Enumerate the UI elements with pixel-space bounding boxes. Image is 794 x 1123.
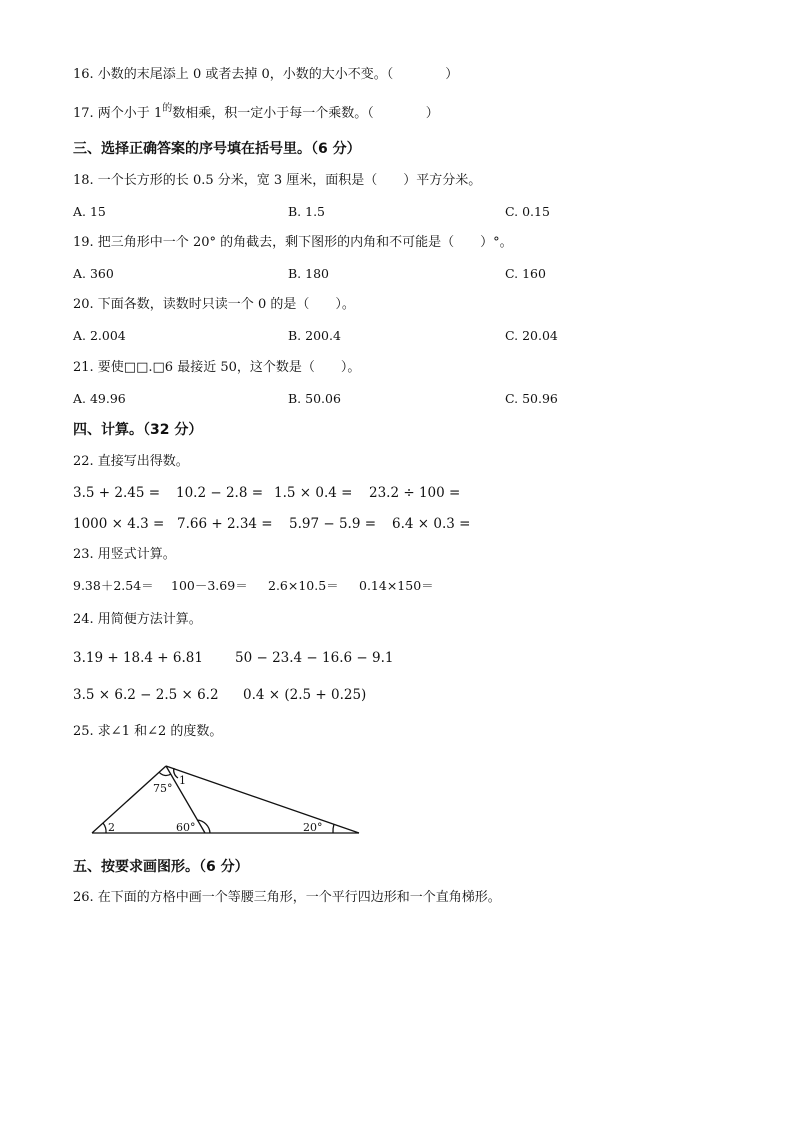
question-20-option-a: A. 2.004 [73, 328, 126, 343]
q23-expr-2: 100－3.69＝ [171, 578, 248, 593]
question-17 [73, 103, 439, 123]
question-26: 26. 在下面的方格中画一个等腰三角形，一个平行四边形和一个直角梯形。 [73, 890, 501, 905]
question-25: 25. 求∠1 和∠2 的度数。 [73, 724, 223, 739]
question-18-option-c: C. 0.15 [505, 204, 550, 219]
question-20-option-c: C. 20.04 [505, 328, 558, 343]
q22-expr-4: 23.2 ÷ 100 = [369, 485, 461, 501]
q22-expr-6: 7.66 + 2.34 = [177, 516, 273, 532]
q22-expr-8: 6.4 × 0.3 = [392, 516, 471, 532]
question-20: 20. 下面各数，读数时只读一个 0 的是（ ）。 [73, 297, 355, 312]
question-24: 24. 用简便方法计算。 [73, 612, 202, 627]
q24-expr-1: 3.19 + 18.4 + 6.81 [73, 650, 203, 666]
q22-expr-2: 10.2 − 2.8 = [176, 485, 264, 501]
section-5-heading: 五、按要求画图形。（6 分） [73, 859, 249, 875]
question-16: 16. 小数的末尾添上 0 或者去掉 0，小数的大小不变。（ ） [73, 67, 459, 82]
question-17-pre: 17. 两个小于 1 [73, 106, 163, 121]
question-21-option-b: B. 50.06 [288, 391, 341, 406]
question-18-option-b: B. 1.5 [288, 204, 326, 219]
question-21-option-a: A. 49.96 [73, 391, 126, 406]
question-19: 19. 把三角形中一个 20° 的角截去，剩下图形的内角和不可能是（ ）°。 [73, 235, 513, 250]
angle-75-label: 75° [153, 782, 173, 795]
triangle-figure [0, 755, 794, 855]
question-22: 22. 直接写出得数。 [73, 454, 189, 469]
q23-expr-4: 0.14×150＝ [359, 578, 434, 593]
q24-expr-2: 50 − 23.4 − 16.6 − 9.1 [235, 650, 394, 666]
q24-expr-3: 3.5 × 6.2 − 2.5 × 6.2 [73, 687, 219, 703]
question-19-option-b: B. 180 [288, 266, 329, 281]
angle-1-label: 1 [179, 774, 186, 787]
question-19-option-a: A. 360 [73, 266, 114, 281]
q22-expr-5: 1000 × 4.3 = [73, 516, 165, 532]
q22-expr-1: 3.5 + 2.45 = [73, 485, 161, 501]
q24-expr-4: 0.4 × (2.5 + 0.25) [243, 687, 367, 703]
arc-2 [103, 823, 106, 833]
question-17-post: 数相乘，积一定小于每一个乘数。（ ） [172, 106, 439, 121]
q22-expr-3: 1.5 × 0.4 = [274, 485, 353, 501]
arc-20 [333, 824, 334, 833]
angle-20-label: 20° [303, 821, 323, 834]
angle-60-label: 60° [176, 821, 196, 834]
question-17-sup: 的 [162, 103, 173, 114]
question-18: 18. 一个长方形的长 0.5 分米，宽 3 厘米，面积是（ ）平方分米。 [73, 173, 482, 188]
q22-expr-7: 5.97 − 5.9 = [289, 516, 377, 532]
question-21: 21. 要使□□.□6 最接近 50，这个数是（ ）。 [73, 360, 361, 375]
angle-2-label: 2 [108, 821, 115, 834]
section-3-heading: 三、选择正确答案的序号填在括号里。（6 分） [73, 141, 361, 157]
question-21-option-c: C. 50.96 [505, 391, 558, 406]
q23-expr-1: 9.38＋2.54＝ [73, 578, 154, 593]
question-20-option-b: B. 200.4 [288, 328, 341, 343]
q23-expr-3: 2.6×10.5＝ [268, 578, 339, 593]
question-19-option-c: C. 160 [505, 266, 546, 281]
section-4-heading: 四、计算。（32 分） [73, 422, 203, 438]
question-18-option-a: A. 15 [73, 204, 106, 219]
question-23: 23. 用竖式计算。 [73, 547, 176, 562]
